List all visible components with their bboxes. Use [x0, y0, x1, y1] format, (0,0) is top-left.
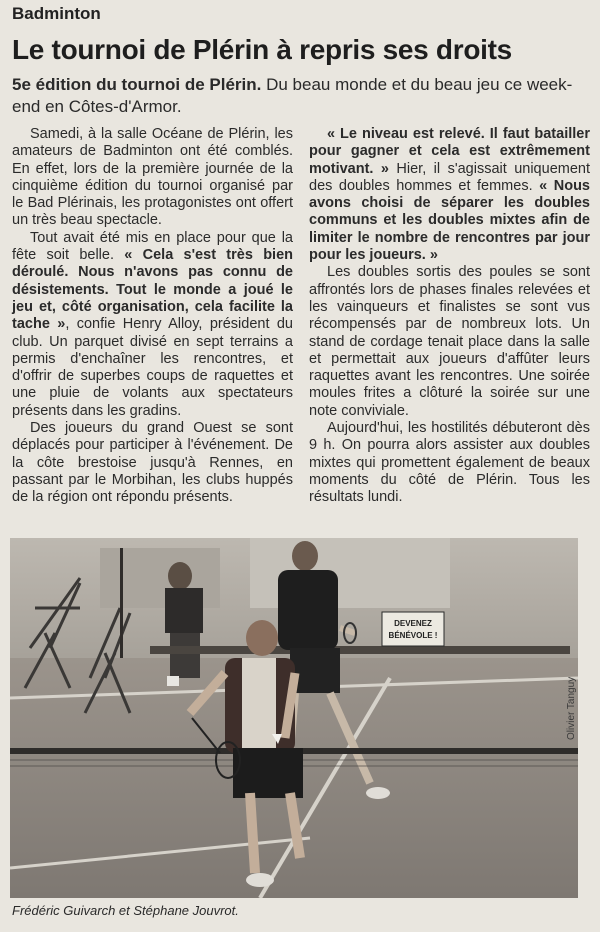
article-headline: Le tournoi de Plérin à repris ses droits [12, 34, 512, 65]
banner-text-line2: BÉNÉVOLE ! [388, 631, 438, 640]
standfirst-lead: 5e édition du tournoi de Plérin. [12, 75, 262, 94]
article-paragraph [309, 126, 590, 264]
article-paragraph [309, 264, 590, 420]
article-standfirst [12, 74, 587, 118]
article-paragraph [12, 420, 293, 506]
body-text: Tout avait été mis en place pour que la fête soit belle. [12, 229, 293, 264]
article-body [12, 126, 590, 526]
body-text: Des joueurs du grand Ouest se sont déplacés pour participer à l'événement. De la côte brestoise jusqu'à Rennes, en passant par le Morbihan, les clubs huppés de la région ont répondu présents. [12, 420, 293, 506]
banner-text-line1: DEVENEZ [394, 619, 432, 628]
section-rubric: Badminton [12, 4, 101, 23]
article-paragraph [309, 420, 590, 506]
body-text: , confie Henry Alloy, président du club. Un parquet divisé en sept terrains a permis d'enchaîner les rencontres, et d'offrir de superbes coups de raquettes et une pluie de volants aux spectateurs présents dans les gradins. [12, 316, 293, 419]
quote-text: « Nous avons choisi de séparer les doubles communs et les doubles mixtes afin de limiter le nombre de rencontres par jour pour les joueurs. » [309, 177, 590, 264]
quote-text: « Cela s'est très bien déroulé. Nous n'avons pas connu de désistements. Tout le monde a joué le jeu et, côté organisation, cela facilite la tache » [12, 247, 294, 333]
photo-credit: Olivier Tanguy [566, 676, 577, 740]
standfirst-text: Du beau monde et du beau jeu ce week-end en Côtes-d'Armor. [12, 75, 573, 116]
body-text: Samedi, à la salle Océane de Plérin, les amateurs de Badminton ont été comblés. En effet, lors de la première journée de la cinquième édition du tournoi organisé par le Bad Plérinais, les protagonistes ont offert un très beau spectacle. [12, 126, 293, 229]
body-text: Les doubles sortis des poules se sont affrontés lors de phases finales relevées et les vainqueurs et finalistes se sont vus récompensés par de nombreux lots. Un stand de cordage tenait place dans la salle et permettait aux joueurs d'affûter leurs raquettes avant les rencontres. Une soirée moules frites a clôturé la soirée sur une note conviviale. [309, 264, 590, 419]
body-text: Aujourd'hui, les hostilités débuteront dès 9 h. On pourra alors assister aux doubles mixtes qui promettent également de beaux moments du côté de Plérin. Tous les résultats lundi. [309, 420, 590, 506]
article-paragraph [12, 126, 293, 230]
photo-caption: Frédéric Guivarch et Stéphane Jouvrot. [12, 903, 239, 918]
article-paragraph [12, 230, 293, 420]
badminton-photo [10, 538, 578, 898]
body-text: Hier, il s'agissait uniquement des doubles hommes et femmes. [309, 160, 590, 194]
quote-text: « Le niveau est relevé. Il faut batailler pour gagner et cela est extrêmement motivant. » [309, 126, 590, 177]
article-photo [10, 538, 578, 898]
